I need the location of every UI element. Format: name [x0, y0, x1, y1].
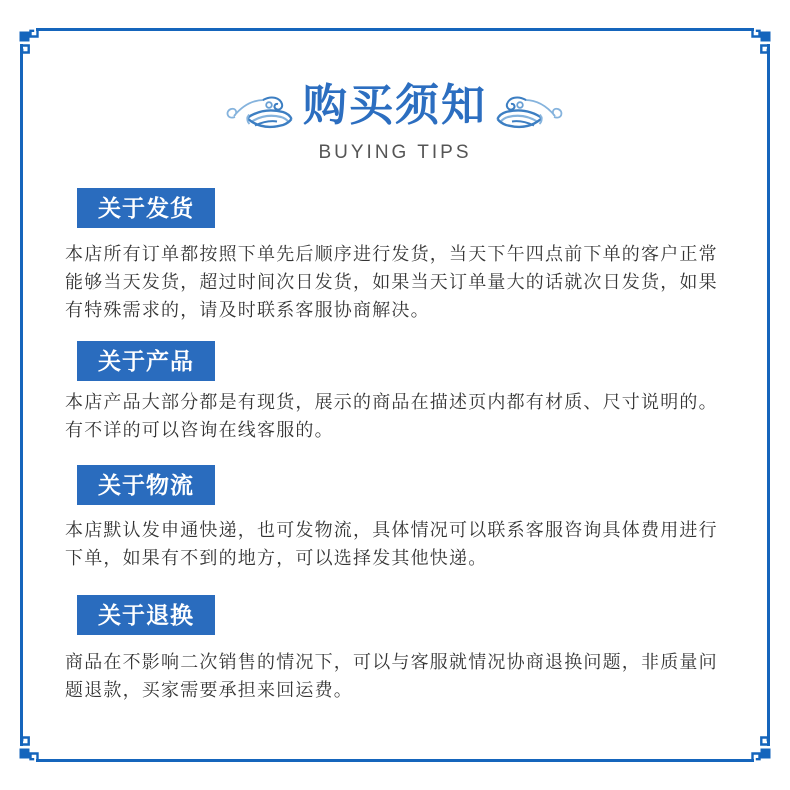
section-body-text: 商品在不影响二次销售的情况下，可以与客服就情况协商退换问题，非质量问题退款，买家需要承担来回运费。: [65, 652, 718, 700]
section-logistics: [65, 465, 725, 572]
section-body-text: 本店所有订单都按照下单先后顺序进行发货，当天下午四点前下单的客户正常能够当天发货，超过时间次日发货，如果当天订单量大的话就次日发货，如果有特殊需求的，请及时联系客服协商解决。: [65, 244, 718, 320]
greek-key-corner-icon: [0, 730, 60, 790]
page-header: [65, 0, 725, 164]
section-heading-badge: 关于物流: [77, 465, 215, 505]
section-body-text: 本店默认发申通快递，也可发物流，具体情况可以联系客服咨询具体费用进行下单，如果有不到的地方，可以选择发其他快递。: [65, 520, 718, 568]
section-heading-badge: 关于发货: [77, 188, 215, 228]
section-heading-badge: 关于产品: [77, 341, 215, 381]
page-subtitle: BUYING TIPS: [318, 142, 472, 163]
page-title: 购买须知: [303, 81, 487, 130]
section-body-text: 本店产品大部分都是有现货，展示的商品在描述页内都有材质、尺寸说明的。有不详的可以咨询在线客服的。: [65, 392, 718, 440]
frame-border-bottom: [55, 759, 735, 762]
section-returns: [65, 595, 725, 704]
section-product: [65, 341, 725, 444]
greek-key-corner-icon: [730, 730, 790, 790]
section-heading-badge: 关于退换: [77, 595, 215, 635]
section-shipping: [65, 188, 725, 324]
